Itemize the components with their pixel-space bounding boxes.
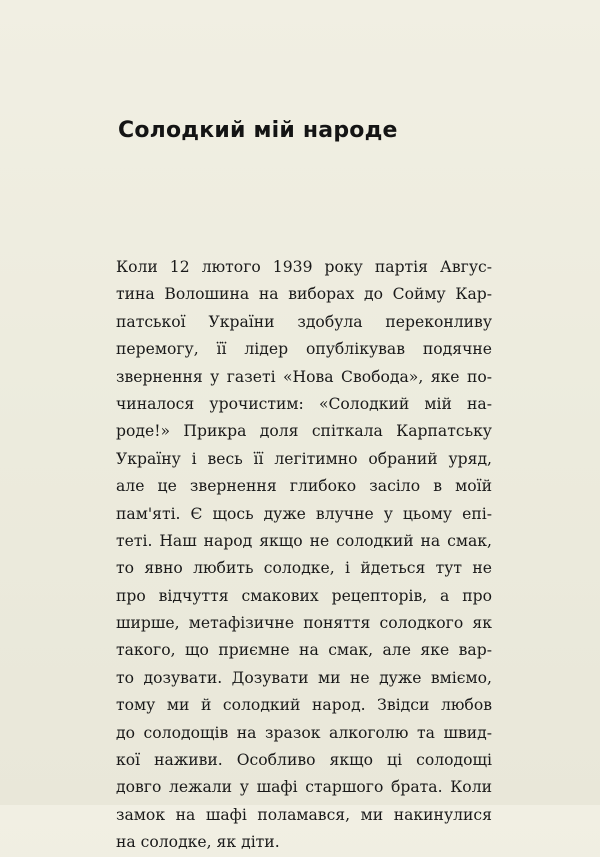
text-line: Коли 12 лютого 1939 року партія Авгус- (116, 258, 492, 276)
text-line: тому ми й солодкий народ. Звідси любов (116, 696, 492, 715)
text-line: про відчуття смакових рецепторів, а про (116, 586, 492, 605)
body-paragraph (116, 254, 492, 857)
text-line: чиналося урочистим: «Солодкий мій на- (116, 394, 492, 413)
text-line: довго лежали у шафі старшого брата. Коли (116, 778, 492, 797)
text-line: теті. Наш народ якщо не солодкий на смак, (116, 531, 492, 550)
text-line: тина Волошина на виборах до Сойму Кар- (116, 285, 492, 304)
text-line: замок на шафі поламався, ми накинулися (116, 805, 492, 824)
text-line: то дозувати. Дозувати ми не дуже вміємо, (116, 668, 492, 687)
text-line: але це звернення глибоко засіло в моїй (116, 477, 492, 496)
text-line: перемогу, її лідер опублікував подячне (116, 340, 492, 359)
text-line: пам'яті. Є щось дуже влучне у цьому епі- (116, 504, 492, 523)
text-line: звернення у газеті «Нова Свобода», яке по- (116, 367, 492, 386)
text-line: кої наживи. Особливо якщо ці солодощі (116, 751, 492, 770)
text-line: роде!» Прикра доля спіткала Карпатську (116, 422, 492, 441)
text-line: то явно любить солодке, і йдеться тут не (116, 559, 492, 578)
text-line: до солодощів на зразок алкоголю та швид- (116, 723, 492, 742)
chapter-title: Солодкий мій народе (118, 118, 398, 143)
text-line: такого, що приємне на смак, але яке вар- (116, 641, 492, 660)
text-line: на солодке, як діти. (116, 833, 280, 852)
text-line: Україну і весь її легітимно обраний уряд, (116, 449, 492, 468)
text-line: патської України здобула переконливу (116, 312, 492, 331)
text-line: ширше, метафізичне поняття солодкого як (116, 614, 492, 633)
